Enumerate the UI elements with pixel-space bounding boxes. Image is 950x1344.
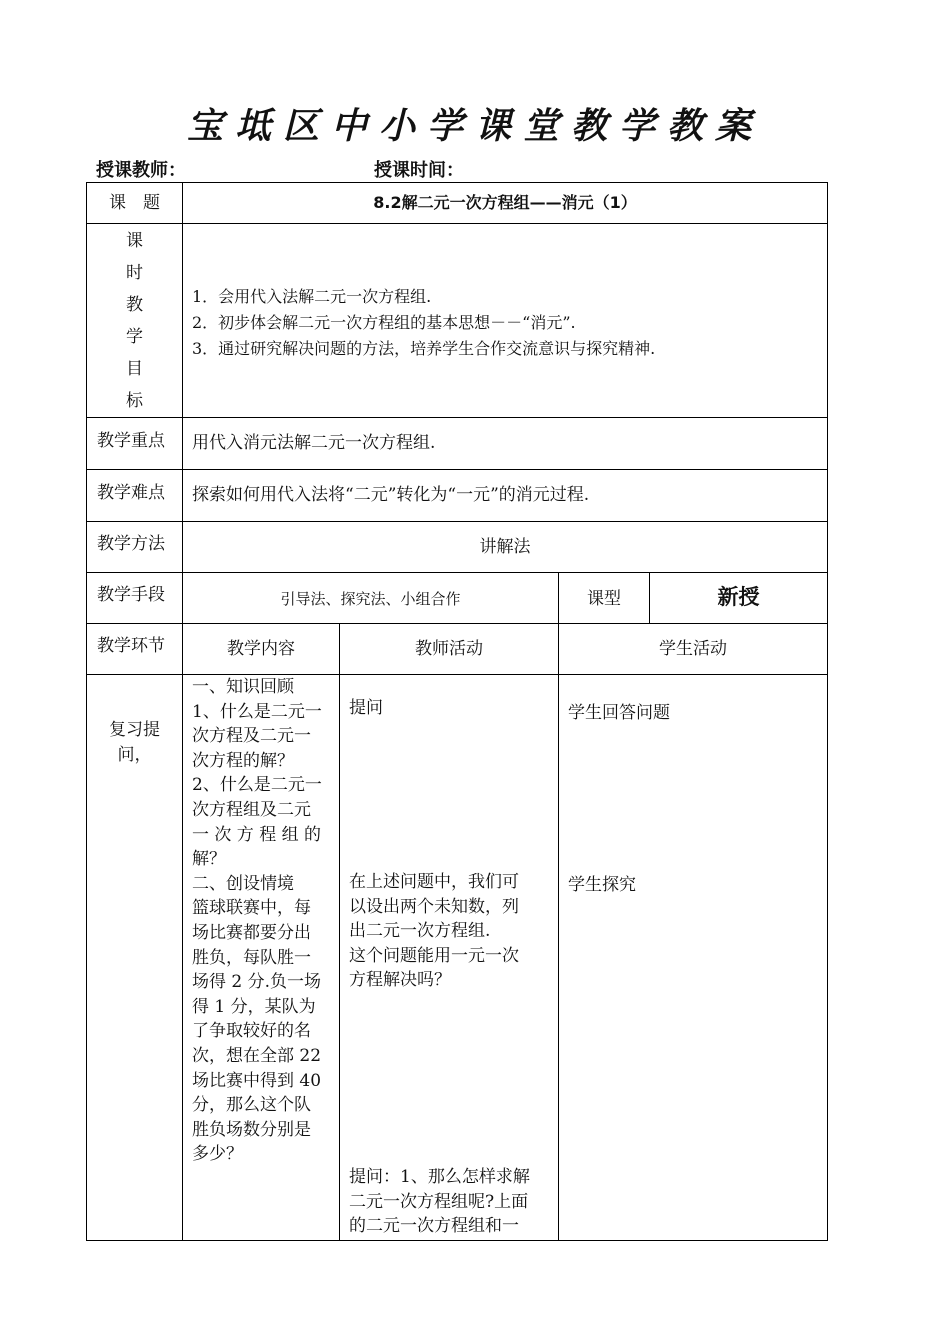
student-activity-1: 学生回答问题 bbox=[568, 703, 670, 723]
type-value: 新授 bbox=[717, 585, 760, 609]
section-content bbox=[192, 675, 334, 1167]
teacher-line: 这个问题能用一元一次 bbox=[349, 945, 519, 966]
content-line: 次方程组及二元 bbox=[192, 799, 311, 820]
teacher-line: 提问：1、那么怎样求解 bbox=[349, 1167, 530, 1187]
goals-label-char: 标 bbox=[126, 391, 143, 411]
content-line: 多少？ bbox=[192, 1144, 243, 1165]
teacher-line: 二元一次方程组呢?上面 bbox=[349, 1191, 529, 1212]
teacher-line: 以设出两个未知数，列 bbox=[349, 896, 519, 917]
content-line: 1、什么是二元一 bbox=[192, 701, 322, 722]
stage-label: 教学环节 bbox=[97, 636, 165, 656]
stage-line: 复习提 bbox=[109, 720, 160, 740]
key-value: 用代入消元法解二元一次方程组. bbox=[192, 433, 436, 453]
content-line: 胜负，每队胜一 bbox=[192, 947, 311, 968]
section-stage bbox=[87, 718, 182, 768]
teacher-line: 方程解决吗？ bbox=[349, 970, 451, 991]
teacher-line: 的二元一次方程组和一 bbox=[349, 1216, 519, 1237]
content-line: 得 1 分，某队为 bbox=[192, 996, 316, 1017]
goals-list bbox=[192, 284, 655, 362]
content-header: 教学内容 bbox=[227, 639, 295, 659]
student-activity-header: 学生活动 bbox=[659, 639, 727, 659]
content-line: 解？ bbox=[192, 849, 226, 870]
content-line: 场比赛中得到 40 bbox=[192, 1070, 322, 1091]
topic-value: 8.2解二元一次方程组——消元（1） bbox=[373, 193, 637, 212]
content-line: 篮球联赛中，每 bbox=[192, 898, 311, 919]
goals-label-char: 学 bbox=[126, 327, 143, 347]
method-value: 讲解法 bbox=[479, 537, 531, 557]
teacher-line: 出二元一次方程组. bbox=[349, 921, 491, 942]
teacher-activity-3 bbox=[349, 1165, 554, 1239]
content-line: 胜负场数分别是 bbox=[192, 1119, 311, 1140]
teacher-activity-header: 教师活动 bbox=[415, 639, 483, 659]
difficult-value: 探索如何用代入法将“二元”转化为“一元”的消元过程. bbox=[192, 485, 590, 505]
difficult-label: 教学难点 bbox=[97, 483, 165, 503]
content-line: 了争取较好的名 bbox=[192, 1021, 311, 1042]
goal-item: 2．初步体会解二元一次方程组的基本思想－－“消元”. bbox=[192, 313, 576, 332]
goals-label-char: 目 bbox=[126, 359, 143, 379]
teacher-line: 在上述问题中，我们可 bbox=[349, 872, 519, 892]
content-line: 场比赛都要分出 bbox=[192, 922, 311, 943]
goals-label-char: 课 bbox=[126, 231, 143, 251]
content-line: 一 次 方 程 组 的 bbox=[192, 824, 322, 845]
goal-item: 1．会用代入法解二元一次方程组. bbox=[192, 287, 432, 306]
type-label: 课型 bbox=[587, 589, 621, 609]
content-line: 2、什么是二元一 bbox=[192, 775, 322, 796]
topic-label: 课 题 bbox=[109, 193, 160, 213]
content-line: 分，那么这个队 bbox=[192, 1095, 311, 1116]
goal-item: 3．通过研究解决问题的方法，培养学生合作交流意识与探究精神. bbox=[192, 339, 656, 358]
content-line: 二、创设情境 bbox=[192, 873, 294, 894]
content-line: 次方程的解？ bbox=[192, 750, 294, 771]
goals-label-char: 教 bbox=[126, 295, 143, 315]
stage-line: 问， bbox=[117, 745, 152, 765]
page-title: 宝坻区中小学课堂教学教案 bbox=[186, 106, 763, 147]
goals-label bbox=[87, 225, 182, 417]
time-label: 授课时间： bbox=[374, 160, 464, 181]
content-line: 次方程及二元一 bbox=[192, 726, 311, 747]
method-label: 教学方法 bbox=[97, 534, 165, 554]
goals-label-char: 时 bbox=[126, 263, 143, 283]
content-line: 次，想在全部 22 bbox=[192, 1045, 322, 1066]
key-label: 教学重点 bbox=[97, 431, 165, 451]
means-label: 教学手段 bbox=[97, 585, 165, 605]
content-line: 一、知识回顾 bbox=[192, 677, 294, 697]
student-activity-2: 学生探究 bbox=[568, 875, 636, 895]
means-value: 引导法、探究法、小组合作 bbox=[280, 590, 461, 608]
content-line: 场得 2 分.负一场 bbox=[192, 972, 322, 993]
teacher-activity-1: 提问 bbox=[349, 698, 383, 718]
teacher-activity-2 bbox=[349, 870, 554, 993]
teacher-label: 授课教师： bbox=[96, 160, 186, 181]
